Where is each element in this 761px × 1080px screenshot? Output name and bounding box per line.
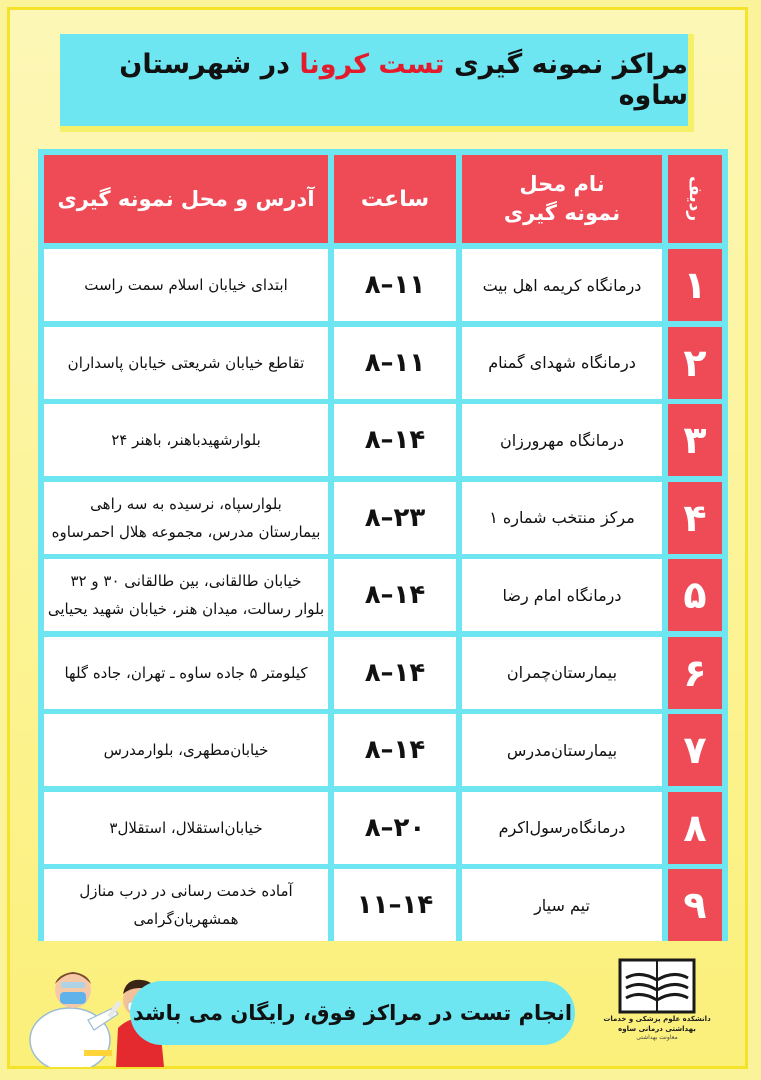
row-number-cell	[668, 637, 722, 709]
row-name-cell	[462, 559, 662, 631]
row-number: ۷	[683, 728, 707, 772]
row-address-cell	[44, 637, 328, 709]
free-test-banner	[130, 981, 575, 1045]
row-hours-cell	[334, 327, 456, 399]
row-name-cell	[462, 637, 662, 709]
opening-hours: ۸–۱۱	[364, 270, 426, 300]
poster-title-box	[60, 34, 694, 132]
header-row-number	[668, 155, 722, 243]
row-hours-cell	[334, 869, 456, 941]
centers-table	[38, 149, 728, 941]
row-number-cell	[668, 327, 722, 399]
row-address-cell	[44, 249, 328, 321]
center-name: بیمارستان‌چمران	[506, 663, 618, 682]
address-line1: بلوارسپاه، نرسیده به سه راهی	[90, 494, 282, 513]
row-name-cell	[462, 249, 662, 321]
logo-caption-line2: بهداشتی درمانی ساوه	[618, 1025, 696, 1033]
book-logo-icon	[618, 958, 696, 1014]
opening-hours: ۸–۲۰	[364, 812, 426, 843]
row-name-cell	[462, 714, 662, 786]
center-name: درمانگاه مهرورزان	[499, 430, 625, 450]
address-line1: کیلومتر ۵ جاده ساوه ـ تهران، جاده گلها	[64, 663, 308, 682]
header-address	[44, 155, 328, 243]
address-line1: ابتدای خیابان اسلام سمت راست	[84, 276, 288, 294]
row-number: ۱	[683, 263, 707, 307]
row-address-cell	[44, 327, 328, 399]
university-logo	[597, 958, 717, 1068]
row-address-cell	[44, 714, 328, 786]
free-test-banner-text: انجام تست در مراکز فوق، رایگان می باشد	[132, 1001, 573, 1025]
header-name-line1: نام محل	[519, 172, 605, 196]
center-name: درمانگاه کریمه اهل بیت	[482, 275, 642, 295]
logo-caption-line3: معاونت بهداشتی	[636, 1034, 678, 1041]
opening-hours: ۸–۲۳	[364, 502, 426, 533]
row-address-cell	[44, 482, 328, 554]
opening-hours: ۸–۱۱	[364, 347, 426, 378]
row-number: ۴	[683, 495, 707, 540]
row-number-cell	[668, 249, 722, 321]
row-name-cell	[462, 482, 662, 554]
header-name-line2: نمونه گیری	[503, 201, 621, 225]
center-name: مرکز منتخب شماره ۱	[489, 508, 635, 527]
row-number-cell	[668, 482, 722, 554]
row-number-cell	[668, 559, 722, 631]
center-name: درمانگاه شهدای گمنام	[488, 353, 636, 372]
address-line1: خیابان طالقانی، بین طالقانی ۳۰ و ۳۲	[70, 572, 302, 590]
row-number: ۸	[683, 805, 707, 850]
opening-hours: ۱۱–۱۴	[356, 890, 434, 920]
address-line2: بیمارستان مدرس، مجموعه هلال احمرساوه	[51, 522, 321, 541]
row-hours-cell	[334, 792, 456, 864]
opening-hours: ۸–۱۴	[364, 425, 426, 455]
address-line1: آماده خدمت رسانی در درب منازل	[79, 882, 293, 900]
opening-hours: ۸–۱۴	[364, 657, 426, 688]
center-name: بیمارستان‌مدرس	[506, 740, 618, 760]
address-line2: بلوار رسالت، میدان هنر، خیابان شهید یحیایی	[47, 600, 325, 618]
header-name	[462, 155, 662, 243]
logo-caption-line1: دانشکده علوم پزشکی و خدمات	[603, 1015, 711, 1023]
row-name-cell	[462, 792, 662, 864]
row-number: ۲	[683, 340, 707, 385]
center-name: تیم سیار	[534, 895, 590, 915]
row-hours-cell	[334, 249, 456, 321]
address-line1: خیابان‌مطهری، بلوارمدرس	[103, 741, 269, 759]
row-number: ۳	[683, 418, 707, 462]
row-address-cell	[44, 559, 328, 631]
address-line2: همشهریان‌گرامی	[133, 910, 239, 928]
row-address-cell	[44, 404, 328, 476]
row-name-cell	[462, 869, 662, 941]
row-hours-cell	[334, 714, 456, 786]
row-number: ۶	[683, 650, 707, 695]
row-name-cell	[462, 404, 662, 476]
row-number-cell	[668, 792, 722, 864]
poster-title	[60, 49, 688, 111]
row-number-cell	[668, 714, 722, 786]
row-hours-cell	[334, 637, 456, 709]
address-line1: خیابان‌استقلال، استقلال۳	[109, 818, 263, 837]
row-number-cell	[668, 869, 722, 941]
address-line1: تقاطع خیابان شریعتی خیابان پاسداران	[67, 353, 305, 372]
row-hours-cell	[334, 404, 456, 476]
opening-hours: ۸–۱۴	[364, 735, 426, 765]
header-row-number-label: ردیف	[685, 176, 705, 222]
header-hours-label: ساعت	[360, 186, 430, 212]
row-number: ۹	[683, 883, 707, 927]
center-name: درمانگاه‌رسول‌اکرم	[498, 818, 626, 837]
title-part1: مراکز نمونه گیری	[444, 49, 688, 80]
row-address-cell	[44, 792, 328, 864]
row-name-cell	[462, 327, 662, 399]
opening-hours: ۸–۱۴	[364, 580, 426, 610]
row-address-cell	[44, 869, 328, 941]
address-line1: بلوارشهیدباهنر، باهنر ۲۴	[111, 431, 261, 449]
header-address-label: آدرس و محل نمونه گیری	[57, 187, 315, 211]
row-hours-cell	[334, 559, 456, 631]
row-number: ۵	[683, 573, 707, 617]
title-part2: در شهرستان ساوه	[119, 49, 688, 111]
row-number-cell	[668, 404, 722, 476]
header-hours	[334, 155, 456, 243]
row-hours-cell	[334, 482, 456, 554]
title-highlight: تست کرونا	[299, 49, 445, 80]
center-name: درمانگاه امام رضا	[502, 585, 622, 605]
